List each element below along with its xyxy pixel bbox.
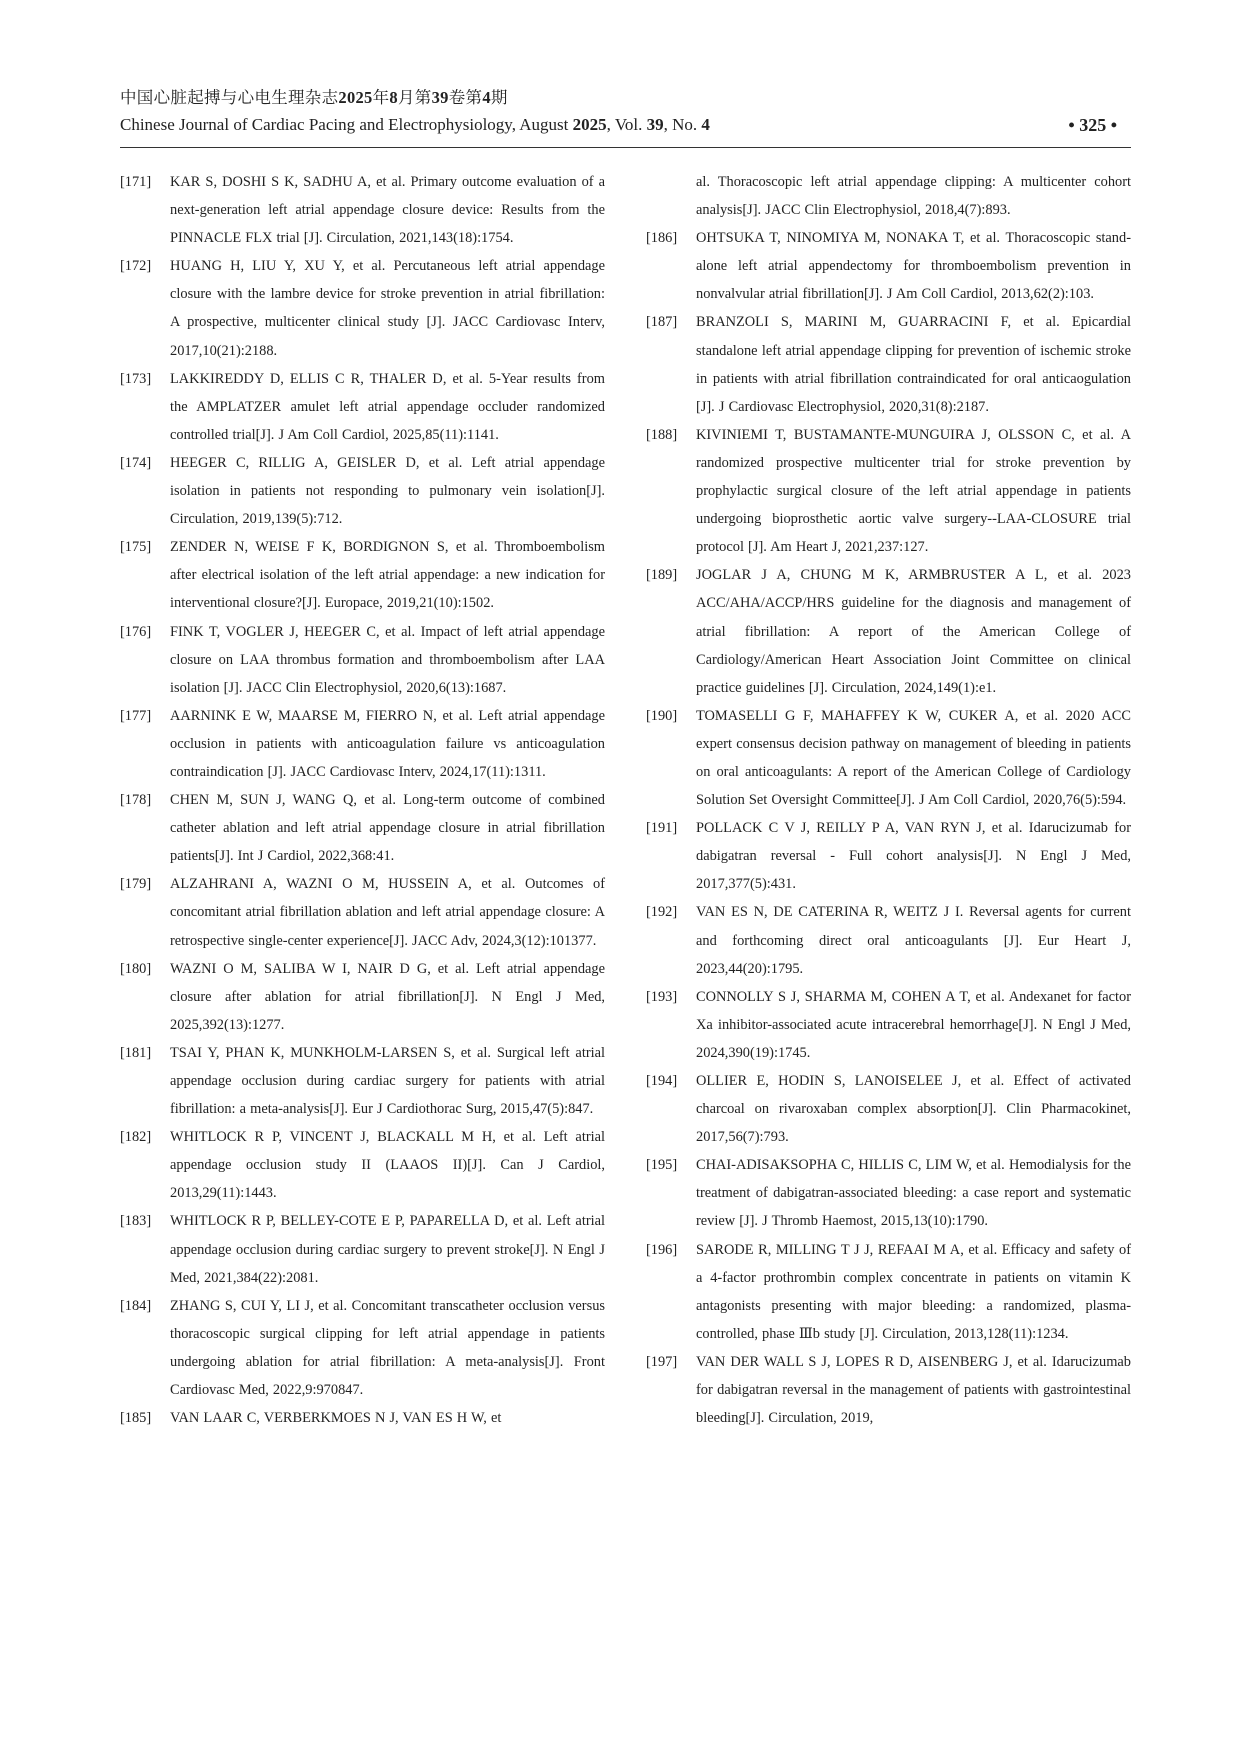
journal-title-cn — [120, 86, 1131, 110]
reference-number: [173] — [120, 370, 152, 387]
reference-number: [189] — [646, 567, 678, 584]
reference-text: TOMASELLI G F, MAHAFFEY K W, CUKER A, et al. 2020 ACC expert consensus decision pathway on management of bleeding in patients on oral anticoagulants: A report of the American College of Cardiology Solution Set Oversight Committee[J]. J Am Coll Cardiol, 2020,76(5):594. — [696, 707, 1131, 809]
reference-number: [186] — [646, 230, 678, 247]
volume-cn: 39 — [431, 88, 449, 107]
month-suffix-cn: 月第 — [397, 88, 432, 107]
reference-number: [176] — [120, 623, 152, 640]
journal-name-cn: 中国心脏起搏与心电生理杂志 — [120, 88, 339, 107]
reference-number: [194] — [646, 1073, 678, 1089]
reference-text: CHAI-ADISAKSOPHA C, HILLIS C, LIM W, et al. Hemodialysis for the treatment of dabigatran-associated bleeding: a case report and systematic review [J]. J Thromb Haemost, 2015,13(10):1790. — [696, 1157, 1131, 1230]
reference-item — [646, 1348, 1131, 1432]
reference-item — [120, 168, 605, 252]
reference-text: AARNINK E W, MAARSE M, FIERRO N, et al. Left atrial appendage occlusion in patients with anticoagulation failure vs anticoagulation contraindication [J]. JACC Cardiovasc Interv, 2024,17(11):1311. — [170, 707, 605, 780]
reference-number: [172] — [120, 258, 152, 275]
reference-number: [193] — [646, 988, 678, 1005]
reference-text: ZENDER N, WEISE F K, BORDIGNON S, et al. Thromboembolism after electrical isolation of the left atrial appendage: a new indication for interventional closure?[J]. Europace, 2019,21(10):1502. — [170, 539, 605, 612]
reference-number: [182] — [120, 1129, 152, 1146]
reference-text: WAZNI O M, SALIBA W I, NAIR D G, et al. Left atrial appendage closure after ablation for atrial fibrillation[J]. N Engl J Med, 2025,392(13):1277. — [170, 960, 605, 1033]
reference-text: VAN ES N, DE CATERINA R, WEITZ J I. Reversal agents for current and forthcoming direct oral anticoagulants [J]. Eur Heart J, 2023,44(20):1795. — [696, 904, 1131, 977]
reference-number: [187] — [646, 314, 678, 331]
reference-number: [196] — [646, 1241, 678, 1258]
reference-text: HUANG H, LIU Y, XU Y, et al. Percutaneous left atrial appendage closure with the lambre device for stroke prevention in atrial fibrillation: A prospective, multicenter clinical study [J]. JACC Cardiovasc Interv, 2017,10(21):2188. — [170, 258, 605, 359]
reference-number: [183] — [120, 1213, 152, 1230]
reference-item — [120, 702, 605, 786]
reference-item — [646, 983, 1131, 1067]
volume-en: 39 — [646, 115, 664, 134]
volume-label-en: , Vol. — [606, 115, 647, 134]
reference-text: WHITLOCK R P, BELLEY-COTE E P, PAPARELLA D, et al. Left atrial appendage occlusion during cardiac surgery to prevent stroke[J]. N Engl J Med, 2021,384(22):2081. — [170, 1213, 605, 1286]
volume-suffix-cn: 卷第 — [448, 88, 483, 107]
reference-text: CHEN M, SUN J, WANG Q, et al. Long-term outcome of combined catheter ablation and left atrial appendage closure in atrial fibrillation patients[J]. Int J Cardiol, 2022,368:41. — [170, 792, 605, 865]
page-number: • 325 • — [1068, 115, 1117, 135]
reference-item — [120, 365, 605, 449]
reference-number: [192] — [646, 904, 678, 921]
reference-text: al. Thoracoscopic left atrial appendage clipping: A multicenter cohort analysis[J]. JACC Clin Electrophysiol, 2018,4(7):893. — [696, 174, 1131, 219]
reference-item — [646, 561, 1131, 701]
reference-text: KAR S, DOSHI S K, SADHU A, et al. Primary outcome evaluation of a next-generation left atrial appendage closure device: Results from the PINNACLE FLX trial [J]. Circulation, 2021,143(18):1754. — [170, 174, 605, 247]
reference-number: [180] — [120, 960, 152, 977]
reference-continuation — [646, 168, 1131, 224]
reference-text: LAKKIREDDY D, ELLIS C R, THALER D, et al. 5-Year results from the AMPLATZER amulet left atrial appendage occluder randomized controlled trial[J]. J Am Coll Cardiol, 2025,85(11):1141. — [170, 370, 605, 443]
reference-text: CONNOLLY S J, SHARMA M, COHEN A T, et al. Andexanet for factor Xa inhibitor-associated acute intracerebral hemorrhage[J]. N Engl J Med, 2024,390(19):1745. — [696, 988, 1131, 1061]
references-left-column — [120, 168, 605, 1432]
reference-number: [179] — [120, 876, 152, 893]
reference-text: SARODE R, MILLING T J J, REFAAI M A, et al. Efficacy and safety of a 4-factor prothrombin complex concentrate in patients on vitamin K antagonists presenting with major bleeding: a randomized, plasma-controlled, phase Ⅲb study [J]. Circulation, 2013,128(11):1234. — [696, 1241, 1131, 1342]
reference-number: [195] — [646, 1157, 678, 1174]
reference-text: OLLIER E, HODIN S, LANOISELEE J, et al. Effect of activated charcoal on rivaroxaban complex absorption[J]. Clin Pharmacokinet, 2017,56(7):793. — [696, 1073, 1131, 1146]
reference-item — [646, 421, 1131, 561]
reference-item — [120, 533, 605, 617]
reference-text: HEEGER C, RILLIG A, GEISLER D, et al. Left atrial appendage isolation in patients not responding to pulmonary vein isolation[J]. Circulation, 2019,139(5):712. — [170, 454, 605, 528]
journal-name-en: Chinese Journal of Cardiac Pacing and Electrophysiology, August — [120, 115, 573, 134]
reference-text: ALZAHRANI A, WAZNI O M, HUSSEIN A, et al. Outcomes of concomitant atrial fibrillation ablation and left atrial appendage closure: A retrospective single-center experience[J]. JACC Adv, 2024,3(12):101377. — [170, 876, 605, 949]
reference-item — [646, 702, 1131, 814]
reference-number: [171] — [120, 174, 152, 190]
reference-text: KIVINIEMI T, BUSTAMANTE-MUNGUIRA J, OLSSON C, et al. A randomized prospective multicenter trial for stroke prevention by prophylactic surgical closure of the left atrial appendage in patients undergoing bioprosthetic aortic valve surgery--LAA-CLOSURE trial protocol [J]. Am Heart J, 2021,237:127. — [696, 426, 1131, 556]
reference-item — [646, 1236, 1131, 1348]
month-cn: 8 — [389, 88, 398, 107]
reference-text: POLLACK C V J, REILLY P A, VAN RYN J, et al. Idarucizumab for dabigatran reversal - Full cohort analysis[J]. N Engl J Med, 2017,377(5):431. — [696, 820, 1131, 893]
reference-item — [120, 786, 605, 870]
reference-item — [120, 870, 605, 954]
reference-item — [646, 814, 1131, 898]
reference-number: [190] — [646, 707, 678, 724]
issue-label-en: , No. — [663, 115, 702, 134]
reference-text: TSAI Y, PHAN K, MUNKHOLM-LARSEN S, et al. Surgical left atrial appendage occlusion during cardiac surgery for patients with atrial fibrillation: a meta-analysis[J]. Eur J Cardiothorac Surg, 2015,47(5):847. — [170, 1044, 605, 1118]
reference-item — [120, 449, 605, 533]
reference-text: OHTSUKA T, NINOMIYA M, NONAKA T, et al. Thoracoscopic stand-alone left atrial appendectomy for thromboembolism prevention in nonvalvular atrial fibrillation[J]. J Am Coll Cardiol, 2013,62(2):103. — [696, 230, 1131, 303]
reference-number: [185] — [120, 1410, 152, 1427]
reference-text: JOGLAR J A, CHUNG M K, ARMBRUSTER A L, et al. 2023 ACC/AHA/ACCP/HRS guideline for the diagnosis and management of atrial fibrillation: A report of the American College of Cardiology/American Heart Association Joint Committee on clinical practice guidelines [J]. Circulation, 2024,149(1):e1. — [696, 567, 1131, 696]
reference-text: WHITLOCK R P, VINCENT J, BLACKALL M H, et al. Left atrial appendage occlusion study II (LAAOS II)[J]. Can J Cardiol, 2013,29(11):1443. — [170, 1129, 605, 1202]
reference-item — [646, 224, 1131, 308]
references-right-column — [646, 168, 1131, 1432]
reference-item — [120, 1207, 605, 1291]
reference-number: [197] — [646, 1353, 678, 1370]
reference-text: BRANZOLI S, MARINI M, GUARRACINI F, et al. Epicardial standalone left atrial appendage clipping for prevention of ischemic stroke in patients with atrial fibrillation contraindicated for oral anticaogulation [J]. J Cardiovasc Electrophysiol, 2020,31(8):2187. — [696, 314, 1131, 415]
reference-number: [184] — [120, 1297, 152, 1314]
reference-item — [120, 1039, 605, 1123]
reference-item — [120, 618, 605, 702]
reference-number: [191] — [646, 820, 678, 837]
issue-en: 4 — [701, 115, 710, 134]
issue-cn: 4 — [482, 88, 491, 107]
reference-number: [177] — [120, 707, 152, 724]
reference-number: [188] — [646, 426, 678, 443]
issue-suffix-cn: 期 — [490, 88, 508, 107]
reference-item — [646, 898, 1131, 982]
reference-number: [175] — [120, 539, 152, 556]
reference-text: VAN DER WALL S J, LOPES R D, AISENBERG J, et al. Idarucizumab for dabigatran reversal in the management of patients with gastrointestinal bleeding[J]. Circulation, 2019, — [696, 1353, 1131, 1427]
reference-number: [174] — [120, 454, 152, 471]
reference-item — [120, 1123, 605, 1207]
reference-text: ZHANG S, CUI Y, LI J, et al. Concomitant transcatheter occlusion versus thoracoscopic surgical clipping for left atrial appendage in patients undergoing ablation for atrial fibrillation: A meta-analysis[J]. Front Cardiovasc Med, 2022,9:970847. — [170, 1297, 605, 1399]
reference-item — [120, 955, 605, 1039]
journal-title-en — [120, 112, 1131, 138]
reference-item — [646, 308, 1131, 420]
year-suffix-cn: 年 — [372, 88, 390, 107]
year-cn: 2025 — [338, 88, 373, 107]
reference-item — [120, 252, 605, 364]
reference-number: [178] — [120, 792, 152, 809]
reference-number: [181] — [120, 1044, 152, 1061]
header-rule — [120, 147, 1131, 148]
reference-item — [646, 1151, 1131, 1235]
running-header — [120, 86, 1131, 138]
reference-item — [646, 1067, 1131, 1151]
reference-item — [120, 1292, 605, 1404]
reference-text: FINK T, VOGLER J, HEEGER C, et al. Impact of left atrial appendage closure on LAA thrombus formation and thromboembolism after LAA isolation [J]. JACC Clin Electrophysiol, 2020,6(13):1687. — [170, 623, 605, 696]
reference-text: VAN LAAR C, VERBERKMOES N J, VAN ES H W, et — [170, 1410, 502, 1427]
year-en: 2025 — [572, 115, 607, 134]
reference-item — [120, 1404, 605, 1432]
